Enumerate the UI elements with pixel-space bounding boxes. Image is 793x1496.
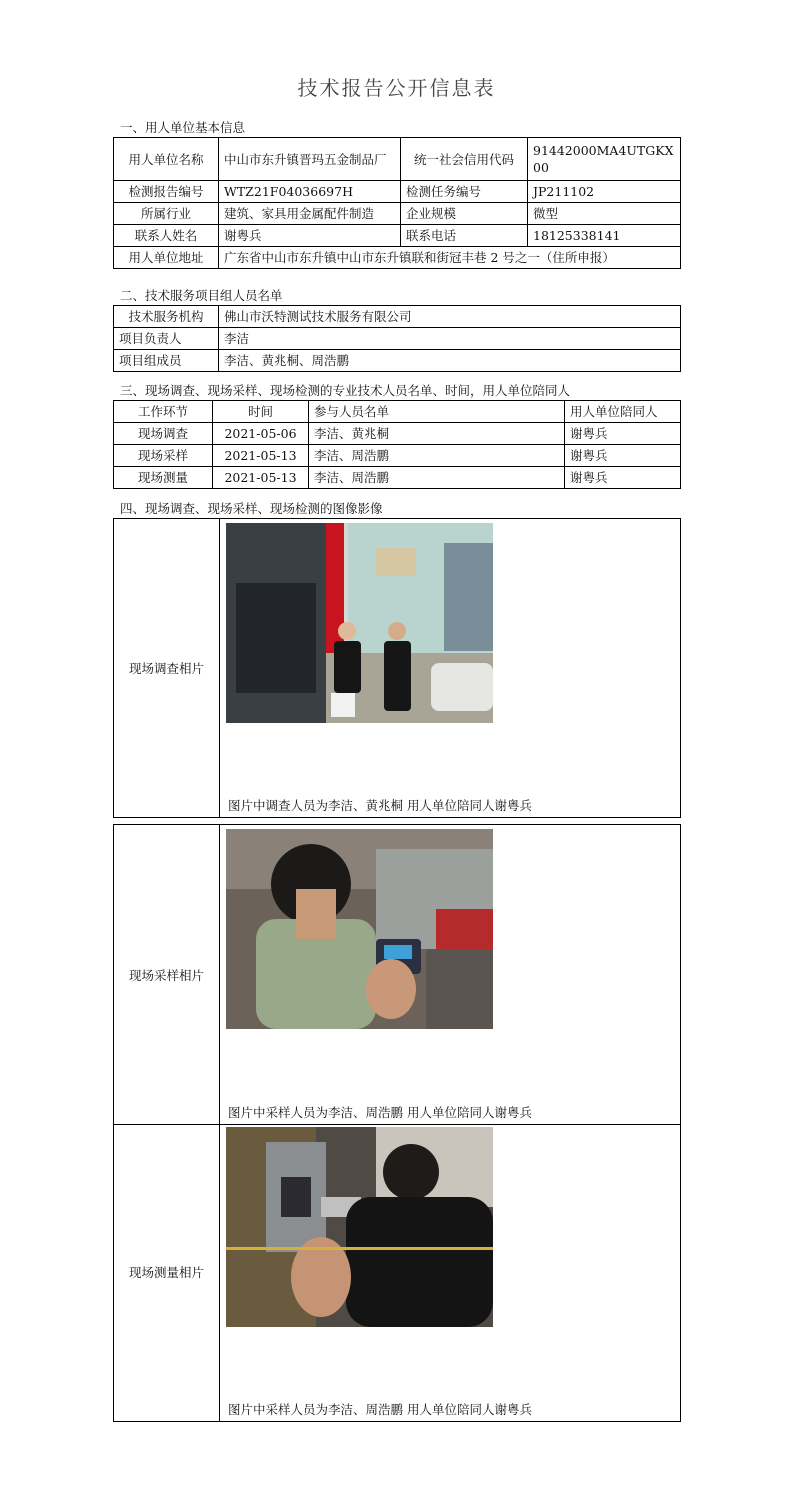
table-row	[114, 467, 681, 489]
label-report-no: 检测报告编号	[114, 181, 219, 203]
table-row	[114, 225, 681, 247]
table-row	[114, 247, 681, 269]
accompany-cell: 谢粤兵	[565, 423, 681, 445]
table-header-row	[114, 401, 681, 423]
section4-heading: 四、现场调查、现场采样、现场检测的图像影像	[120, 501, 383, 516]
participants-cell: 李洁、周浩鹏	[309, 445, 565, 467]
value-address: 广东省中山市东升镇中山市东升镇联和街冠丰巷 2 号之一（住所申报）	[219, 247, 681, 269]
accompany-cell: 谢粤兵	[565, 445, 681, 467]
time-cell: 2021-05-13	[213, 467, 309, 489]
section3-heading: 三、现场调查、现场采样、现场检测的专业技术人员名单、时间，用人单位陪同人	[120, 383, 571, 398]
photo-block-sampling	[113, 824, 681, 1125]
value-project-leader: 李洁	[219, 328, 681, 350]
sampling-photo	[226, 829, 493, 1029]
value-report-no: WTZ21F04036697H	[219, 181, 401, 203]
label-scale: 企业规模	[401, 203, 528, 225]
survey-photo	[226, 523, 493, 723]
value-service-org: 佛山市沃特测试技术服务有限公司	[219, 306, 681, 328]
accompany-cell: 谢粤兵	[565, 467, 681, 489]
value-scale: 微型	[528, 203, 681, 225]
value-task-no: JP211102	[528, 181, 681, 203]
photo-label-survey: 现场调查相片	[114, 519, 220, 817]
time-cell: 2021-05-13	[213, 445, 309, 467]
table-row	[114, 328, 681, 350]
section2-heading: 二、技术服务项目组人员名单	[120, 288, 283, 303]
page-title: 技术报告公开信息表	[297, 76, 496, 100]
value-credit-code: 91442000MA4UTGKX00	[528, 138, 681, 181]
label-project-members: 项目组成员	[114, 350, 219, 372]
value-project-members: 李洁、黄兆桐、周浩鹏	[219, 350, 681, 372]
table-row	[114, 306, 681, 328]
value-company-name: 中山市东升镇晋玛五金制品厂	[219, 138, 401, 181]
label-phone: 联系电话	[401, 225, 528, 247]
photo-caption-survey: 图片中调查人员为李洁、黄兆桐 用人单位陪同人谢粤兵	[228, 798, 532, 813]
label-contact: 联系人姓名	[114, 225, 219, 247]
value-industry: 建筑、家具用金属配件制造	[219, 203, 401, 225]
table-row	[114, 138, 681, 181]
photo-block-measurement	[113, 1123, 681, 1422]
photo-caption-sampling: 图片中采样人员为李洁、周浩鹏 用人单位陪同人谢粤兵	[228, 1105, 532, 1120]
stage-cell: 现场测量	[114, 467, 213, 489]
label-credit-code: 统一社会信用代码	[401, 138, 528, 181]
table-row	[114, 181, 681, 203]
table-row	[114, 203, 681, 225]
label-address: 用人单位地址	[114, 247, 219, 269]
photo-block-survey	[113, 518, 681, 818]
project-team-table	[113, 305, 681, 372]
label-service-org: 技术服务机构	[114, 306, 219, 328]
header-stage: 工作环节	[114, 401, 213, 423]
header-participants: 参与人员名单	[309, 401, 565, 423]
photo-caption-measurement: 图片中采样人员为李洁、周浩鹏 用人单位陪同人谢粤兵	[228, 1402, 532, 1417]
table-row	[114, 350, 681, 372]
table-row	[114, 445, 681, 467]
label-industry: 所属行业	[114, 203, 219, 225]
section1-heading: 一、用人单位基本信息	[120, 120, 246, 135]
stage-cell: 现场调查	[114, 423, 213, 445]
measurement-photo	[226, 1127, 493, 1327]
table-row	[114, 423, 681, 445]
value-contact: 谢粤兵	[219, 225, 401, 247]
label-project-leader: 项目负责人	[114, 328, 219, 350]
value-phone: 18125338141	[528, 225, 681, 247]
stage-cell: 现场采样	[114, 445, 213, 467]
fieldwork-table	[113, 400, 681, 489]
time-cell: 2021-05-06	[213, 423, 309, 445]
participants-cell: 李洁、周浩鹏	[309, 467, 565, 489]
label-company-name: 用人单位名称	[114, 138, 219, 181]
header-time: 时间	[213, 401, 309, 423]
label-task-no: 检测任务编号	[401, 181, 528, 203]
participants-cell: 李洁、黄兆桐	[309, 423, 565, 445]
header-accompany: 用人单位陪同人	[565, 401, 681, 423]
basic-info-table	[113, 137, 681, 269]
photo-label-measurement: 现场测量相片	[114, 1123, 220, 1421]
photo-label-sampling: 现场采样相片	[114, 825, 220, 1124]
